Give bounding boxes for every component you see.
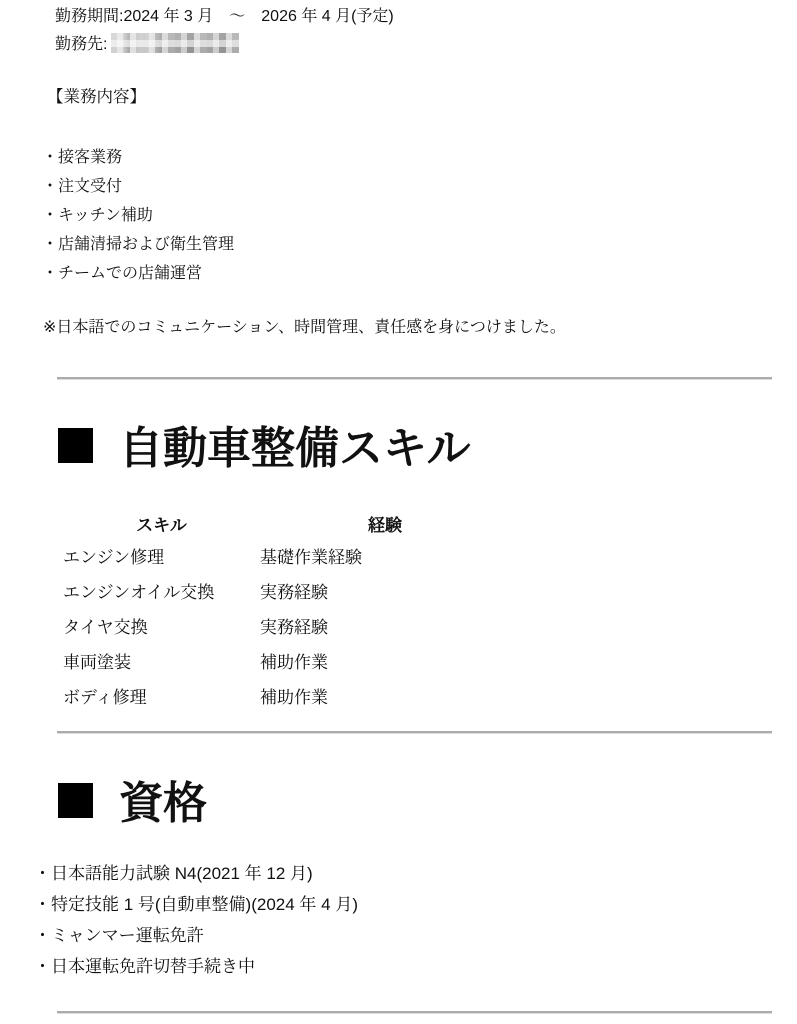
table-row [63, 573, 510, 608]
square-bullet-icon [58, 428, 93, 463]
table-row [63, 608, 510, 643]
list-item: ・チームでの店舗運営 [42, 265, 203, 282]
work-period-line: 勤務期間:2024 年 3 月 ～ 2026 年 4 月(予定) [55, 8, 394, 25]
list-item: ・特定技能 1 号(自動車整備)(2024 年 4 月) [34, 895, 358, 914]
skills-table [63, 508, 510, 713]
employer-line [55, 31, 797, 59]
skill-cell: 車両塗装 [63, 653, 131, 672]
section-title: 資格 [119, 779, 207, 828]
employer-label: 勤務先: [55, 36, 108, 53]
list-item: ・日本語能力試験 N4(2021 年 12 月) [34, 864, 313, 883]
experience-cell: 基礎作業経験 [260, 548, 362, 567]
experience-cell: 補助作業 [260, 688, 328, 707]
section-heading-qualifications [58, 780, 797, 828]
experience-cell: 補助作業 [260, 653, 328, 672]
list-item: ・日本運転免許切替手続き中 [34, 957, 255, 976]
square-bullet-icon [58, 783, 93, 818]
skill-cell: タイヤ交換 [63, 618, 148, 637]
table-row [63, 678, 510, 713]
list-item: ・店舗清掃および衛生管理 [42, 236, 235, 253]
list-item: ・キッチン補助 [42, 207, 153, 224]
experience-cell: 実務経験 [260, 583, 328, 602]
list-item: ・ミャンマー運転免許 [34, 926, 204, 945]
table-row [63, 538, 510, 573]
skill-cell: エンジン修理 [63, 548, 165, 567]
section-divider [57, 377, 772, 380]
experience-cell: 実務経験 [260, 618, 328, 637]
list-item: ・接客業務 [42, 149, 123, 166]
section-divider [57, 731, 772, 734]
section-title: 自動車整備スキル [119, 424, 471, 473]
list-item: ・注文受付 [42, 178, 123, 195]
section-heading-skills [58, 425, 797, 473]
experience-column-header: 経験 [368, 515, 402, 535]
skill-cell: ボディ修理 [63, 688, 147, 707]
qualifications-list [34, 858, 797, 982]
duties-list [42, 143, 797, 288]
table-row [63, 643, 510, 678]
table-header-row [63, 508, 510, 538]
redacted-employer-mosaic [111, 33, 239, 53]
duties-heading: 【業務内容】 [47, 88, 146, 106]
skill-column-header: スキル [136, 515, 187, 535]
skill-cell: エンジンオイル交換 [63, 583, 215, 602]
section-divider [57, 1011, 772, 1014]
note-text: ※日本語でのコミュニケーション、時間管理、責任感を身につけました。 [43, 319, 566, 336]
